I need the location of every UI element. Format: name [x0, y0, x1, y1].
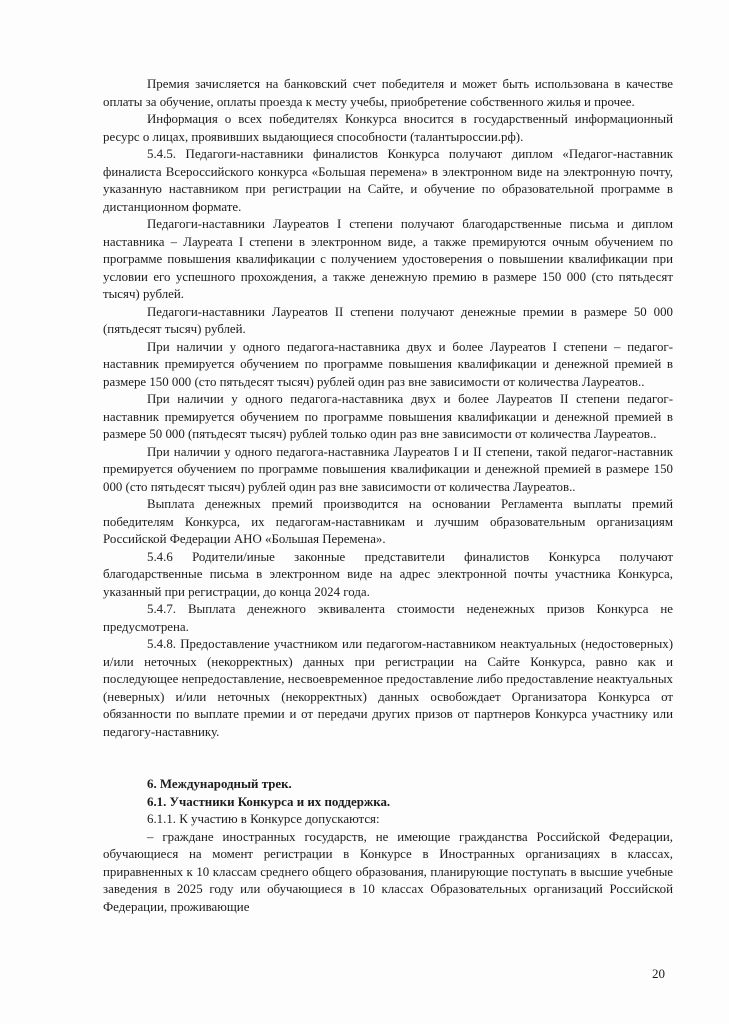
- paragraph-payment-regulation: Выплата денежных премий производится на основании Регламента выплаты премий победителям Конкурса, их педагогам-наставникам и лучшим образовательным организациям Российской Федерации АНО «Большая Перемена».: [103, 497, 673, 546]
- paragraph-mentors-laureates-2: Педагоги-наставники Лауреатов II степени получают денежные премии в размере 50 000 (пятьдесят тысяч) рублей.: [103, 304, 673, 336]
- section-heading-international-track: 6. Международный трек.: [147, 777, 292, 791]
- paragraph-laureates-1-and-2: При наличии у одного педагога-наставника Лауреатов I и II степени, такой педагог-наставник премируется обучением по программе повышения квалификации и денежной премией в размере 150 000 (сто пятьдесят тысяч) рублей один раз вне зависимости от количества Лауреатов..: [103, 444, 673, 494]
- paragraph-multiple-laureates-1: При наличии у одного педагога-наставника двух и более Лауреатов I степени – педагог-наставник премируется обучением по программе повышения квалификации и денежной премией в размере 150 000 (сто пятьдесят тысяч) рублей один раз вне зависимости от количества Лауреатов..: [103, 339, 673, 389]
- paragraph-5-4-5: 5.4.5. Педагоги-наставники финалистов Конкурса получают диплом «Педагог-наставник финалиста Всероссийского конкурса «Большая перемена» в электронном виде на электронную почту, указанную наставником при регистрации на Сайте, и обучение по образовательной программе в дистанционном формате.: [103, 147, 673, 214]
- paragraph-6-1-1: 6.1.1. К участию в Конкурсе допускаются:: [147, 812, 380, 826]
- paragraph-5-4-6: 5.4.6 Родители/иные законные представители финалистов Конкурса получают благодарственные письма в электронном виде на адрес электронной почты участника Конкурса, указанный при регистрации, до конца 2024 года.: [103, 549, 673, 599]
- document-body: [103, 76, 673, 916]
- paragraph-winners-info: Информация о всех победителях Конкурса вносится в государственный информационный ресурс о лицах, проявивших выдающиеся способности (талантыроссии.рф).: [103, 112, 673, 144]
- paragraph-foreign-citizens: – граждане иностранных государств, не имеющие гражданства Российской Федерации, обучающиеся на момент регистрации в Конкурсе в Иностранных организациях в классах, приравненных к 10 классам среднего общего образования, планирующие поступать в высшие учебные заведения в 2025 году или обучающиеся в 10 классах Образовательных организаций Российской Федерации, проживающие: [103, 829, 673, 914]
- paragraph-multiple-laureates-2: При наличии у одного педагога-наставника двух и более Лауреатов II степени педагог-наставник премируется обучением по программе повышения квалификации и денежной премией в размере 50 000 (пятьдесят тысяч) рублей только один раз вне зависимости от количества Лауреатов..: [103, 392, 673, 441]
- section-spacer: [103, 741, 673, 776]
- subsection-heading-participants: 6.1. Участники Конкурса и их поддержка.: [147, 794, 391, 809]
- paragraph-5-4-7: 5.4.7. Выплата денежного эквивалента стоимости неденежных призов Конкурса не предусмотрена.: [103, 602, 673, 634]
- paragraph-5-4-8: 5.4.8. Предоставление участником или педагогом-наставником неактуальных (недостоверных) и/или неточных (некорректных) данных при регистрации на Сайте Конкурса, равно как и последующее непредоставление, несвоевременное предоставление либо предоставление неактуальных (неверных) и/или неточных (некорректных) данных освобождает Организатора Конкурса от обязанности по выплате премии и от передачи других призов от партнеров Конкурса участнику или педагогу-наставнику.: [103, 637, 673, 739]
- paragraph-prize-usage: Премия зачисляется на банковский счет победителя и может быть использована в качестве оплаты за обучение, оплаты проезда к месту учебы, приобретение собственного жилья и прочее.: [103, 77, 673, 109]
- paragraph-mentors-laureates-1: Педагоги-наставники Лауреатов I степени получают благодарственные письма и диплом наставника – Лауреата I степени в электронном виде, а также премируются очным обучением по программе повышения квалификации с получением удостоверения о повышении квалификации при условии его успешного прохождения, а также денежную премию в размере 150 000 (сто пятьдесят тысяч) рублей.: [103, 217, 673, 301]
- page-number: 20: [652, 966, 665, 981]
